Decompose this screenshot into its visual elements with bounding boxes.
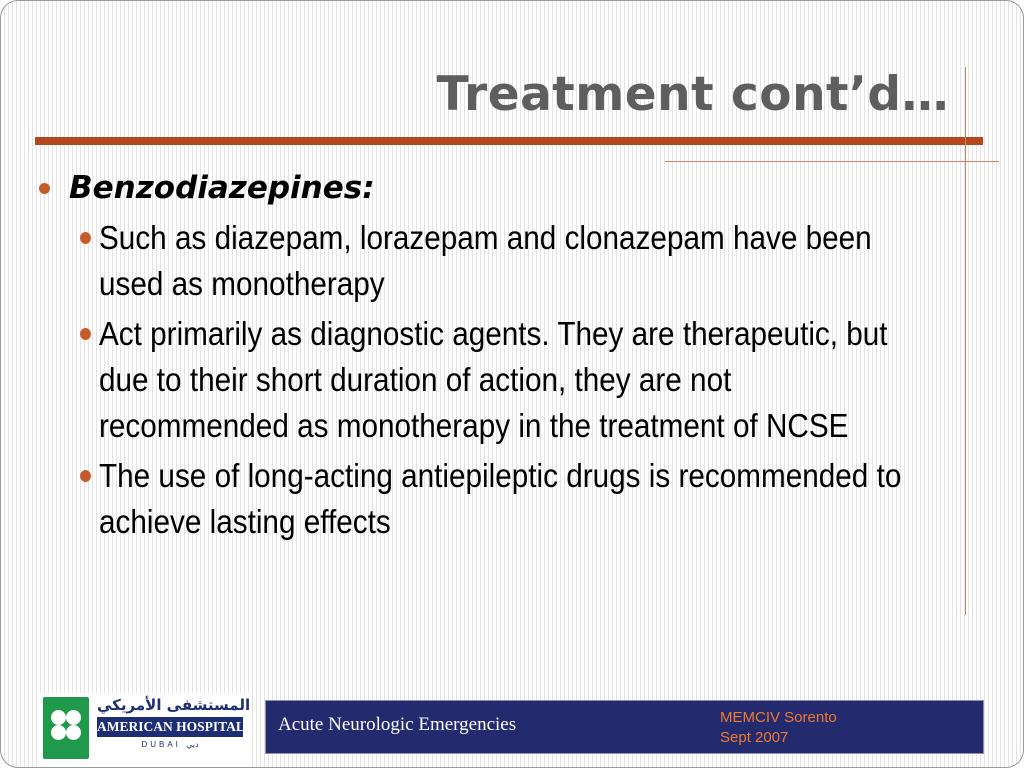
- bullet-text: The use of long-acting antiepileptic drugs is recommended to achieve lasting effects: [99, 457, 902, 540]
- accent-line-vertical: [965, 67, 966, 615]
- bullet-level2: [99, 215, 909, 307]
- bullet-level1: [37, 165, 917, 211]
- logo-city: [97, 739, 243, 751]
- footer-date: Sept 2007: [720, 729, 789, 746]
- american-hospital-logo: [37, 693, 249, 768]
- logo-city-english: DUBAI: [141, 740, 181, 749]
- bullet-dot-icon: [80, 328, 91, 340]
- logo-city-arabic: دبي: [186, 740, 199, 749]
- bullet-level2: [99, 453, 909, 545]
- bullet-text: Act primarily as diagnostic agents. They are therapeutic, but due to their short duration of action, they are not recommended as monotherapy in the treatment of NCSE: [99, 315, 888, 444]
- footer-bar: [265, 700, 984, 754]
- bullet-text: Such as diazepam, lorazepam and clonazepam have been used as monotherapy: [99, 219, 872, 302]
- logo-english-name: AMERICAN HOSPITAL: [97, 717, 243, 737]
- footer-presentation-title: Acute Neurologic Emergencies: [278, 714, 517, 735]
- bullet-heading-text: Benzodiazepines:: [69, 170, 375, 206]
- accent-line-horizontal: [665, 161, 999, 162]
- four-leaf-clover-icon: [43, 697, 89, 759]
- footer-event: MEMCIV Sorento: [720, 709, 837, 726]
- bullet-dot-icon: [80, 470, 91, 482]
- footer-event-info: [720, 708, 837, 748]
- bullet-level2: [99, 311, 909, 449]
- bullet-dot-icon: [80, 232, 91, 244]
- logo-arabic-name: المستشفى الأمريكي: [97, 696, 251, 714]
- bullet-dot-icon: [39, 183, 50, 194]
- title-underline: [35, 137, 983, 145]
- slide-content: [37, 165, 917, 548]
- slide-title: Treatment cont’d…: [436, 67, 949, 122]
